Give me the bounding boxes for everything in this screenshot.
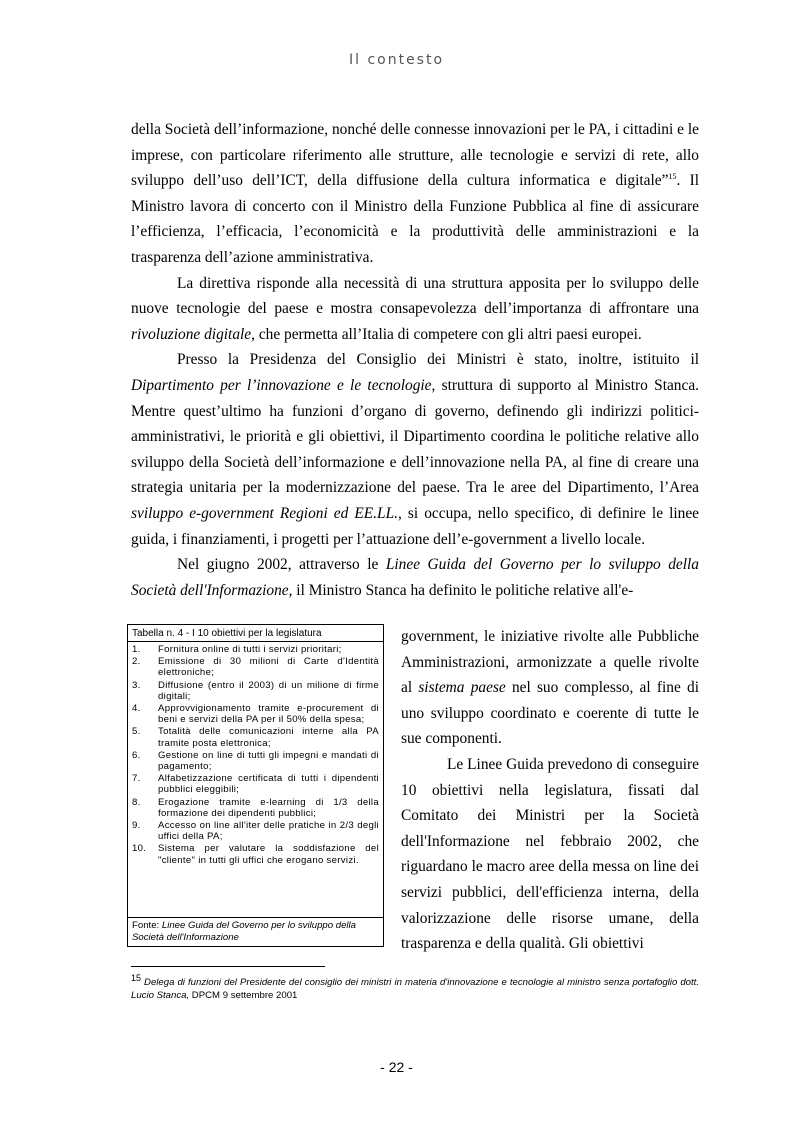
- item-number: 4.: [132, 703, 141, 715]
- page-number: - 22 -: [380, 1059, 413, 1075]
- list-item: [132, 726, 379, 748]
- col-text-a: government, le iniziative rivolte alle Pubbliche Amministrazioni, armonizzate a quelle rivolte al: [401, 628, 699, 697]
- p3-emphasis-2: sviluppo e-government Regioni ed EE.LL.: [131, 504, 398, 522]
- item-number: 8.: [132, 796, 141, 808]
- item-number: 1.: [132, 644, 141, 655]
- item-text: Gestione on line di tutti gli impegni e mandati di pagamento;: [158, 749, 379, 773]
- footnote-text: Delega di funzioni del Presidente del consiglio dei ministri in materia d'innovazione e tecnologie al ministro senza portafoglio dott. Lucio Stanca,: [131, 977, 699, 1002]
- item-text: Alfabetizzazione certificata di tutti i dipendenti pubblici eleggibili;: [158, 773, 379, 796]
- paragraph-4: [131, 552, 699, 603]
- footnote-source: DPCM 9 settembre 2001: [189, 990, 298, 1002]
- list-item: [132, 797, 379, 819]
- list-item: [132, 644, 379, 655]
- item-text: Fornitura online di tutti i servizi prioritari;: [158, 644, 342, 655]
- p4-text-a: Nel giugno 2002, attraverso le: [177, 556, 386, 574]
- p1-cont-text: . Il Ministro lavora di concerto con il Ministro della Funzione Pubblica al fine di assicurare l’efficienza, l’efficacia, l’economicità e la produttività delle amministrazioni e la trasparenza dell’azione amministrativa.: [131, 172, 699, 266]
- paragraph-2: [131, 271, 699, 348]
- list-item: [132, 843, 379, 865]
- objectives-list: [128, 642, 383, 866]
- item-number: 3.: [132, 679, 141, 691]
- list-item: [132, 750, 379, 772]
- paragraph-3: [131, 347, 699, 552]
- objectives-table: [127, 624, 384, 947]
- item-text: Sistema per valutare la soddisfazione del "cliente" in tutti gli uffici che erogano servizi.: [158, 843, 379, 866]
- p3-text-b: , struttura di supporto al Ministro Stanca. Mentre quest’ultimo ha funzioni d’organo di governo, definendo gli indirizzi politici-amministrativi, le priorità e gli obiettivi, il Dipartimento coordina le politiche relative allo sviluppo della Società dell’informazione e dell’innovazione nella PA, al fine di creare una strategia unitaria per la modernizzazione del paese. Tra le aree del Dipartimento, l’Area: [131, 376, 700, 497]
- p3-text-a: Presso la Presidenza del Consiglio dei Ministri è stato, inoltre, istituito il: [177, 351, 699, 369]
- paragraph-1: [131, 117, 699, 271]
- item-text: Totalità delle comunicazioni interne alla PA tramite posta elettronica;: [158, 726, 379, 749]
- list-item: [132, 820, 379, 842]
- item-number: 6.: [132, 749, 141, 761]
- item-text: Emissione di 30 milioni di Carte d'Identità elettroniche;: [158, 656, 379, 679]
- running-header: Il contesto: [348, 52, 445, 68]
- body-text-top: [131, 117, 699, 603]
- p4-text-b: , il Ministro Stanca ha definito le politiche relative all'e-: [288, 581, 634, 599]
- footnote-divider: [131, 966, 325, 967]
- p1-text: della Società dell’informazione, nonché delle connesse innovazioni per le PA, i cittadini e le imprese, con particolare riferimento alle strutture, alle tecnologie e servizi di rete, allo sviluppo dell’uso dell’ICT, della diffusione della cultura informatica e digitale”: [131, 121, 699, 190]
- table-source: [128, 917, 383, 946]
- paragraph-5: Le Linee Guida prevedono di conseguire 10 obiettivi nella legislatura, fissati dal Comitato dei Ministri per la Società dell'Informazione nel febbraio 2002, che riguardano le macro aree della messa on line dei servizi pubblici, dell'efficienza interna, della valorizzazione delle risorse umane, della trasparenza e della qualità. Gli obiettivi: [401, 755, 699, 953]
- list-item: [132, 773, 379, 795]
- item-number: 7.: [132, 773, 141, 785]
- p3-emphasis: Dipartimento per l’innovazione e le tecnologie: [131, 376, 432, 394]
- list-item: [132, 680, 379, 702]
- item-text: Accesso on line all'iter delle pratiche in 2/3 degli uffici della PA;: [158, 820, 379, 843]
- p2-text-b: , che permetta all’Italia di competere con gli altri paesi europei.: [251, 325, 642, 343]
- item-number: 10.: [132, 843, 147, 855]
- source-label: Fonte:: [132, 920, 162, 932]
- col-text-b: nel suo complesso, al fine di uno sviluppo coordinato e coerente di tutte le sue componenti.: [401, 679, 699, 748]
- p4-emphasis: Linee Guida del Governo per lo sviluppo della Società dell'Informazione: [131, 556, 699, 599]
- list-item: [132, 703, 379, 725]
- item-number: 9.: [132, 820, 141, 832]
- p2-text-a: La direttiva risponde alla necessità di una struttura apposita per lo sviluppo delle nuove tecnologie del paese e mostra consapevolezza dell’importanza di affrontare una: [131, 274, 699, 318]
- p2-emphasis: rivoluzione digitale: [131, 325, 252, 343]
- body-text-column: [401, 624, 699, 957]
- col-emphasis: sistema paese: [418, 679, 506, 697]
- item-text: Diffusione (entro il 2003) di un milione di firme digitali;: [158, 679, 379, 702]
- item-number: 5.: [132, 726, 141, 738]
- list-item: [132, 656, 379, 678]
- footnote-number: 15: [131, 972, 142, 983]
- footnote: [131, 972, 699, 1003]
- item-number: 2.: [132, 656, 141, 668]
- item-text: Erogazione tramite e-learning di 1/3 della formazione dei dipendenti pubblici;: [158, 796, 379, 819]
- item-text: Approvvigionamento tramite e-procurement di beni e servizi della PA per il 50% della spesa;: [158, 703, 379, 726]
- p3-text-c: , si occupa, nello specifico, di definire le linee guida, i finanziamenti, i progetti per l’attuazione dell’e-government a livello locale.: [131, 504, 699, 548]
- table-title: Tabella n. 4 - I 10 obiettivi per la legislatura: [128, 625, 383, 642]
- paragraph-4-cont: [401, 624, 699, 752]
- source-text: Linee Guida del Governo per lo sviluppo della Società dell'Informazione: [132, 920, 357, 943]
- footnote-ref[interactable]: 15: [668, 172, 677, 182]
